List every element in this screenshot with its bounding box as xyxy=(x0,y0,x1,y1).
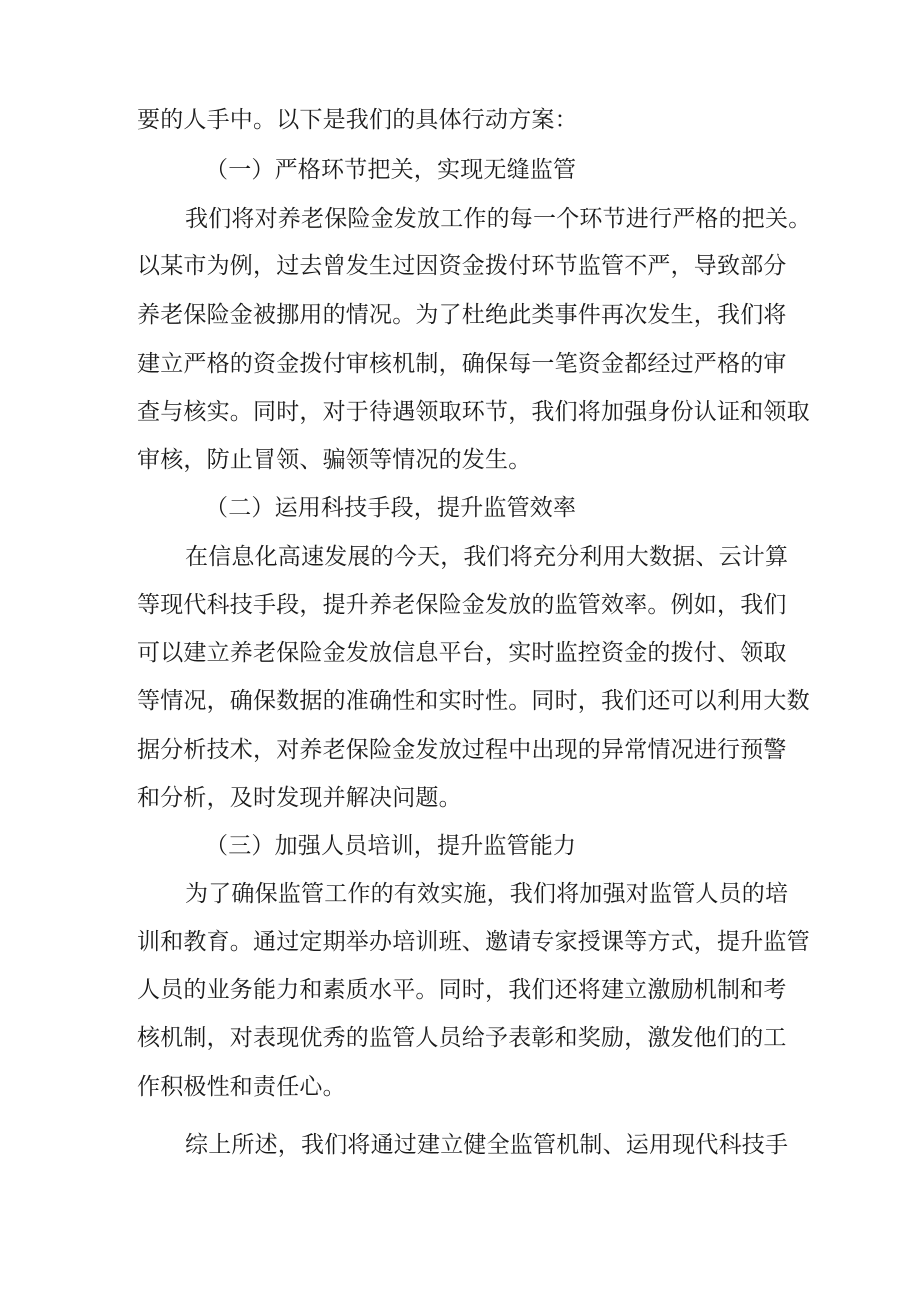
text-line: 作积极性和责任心。 xyxy=(137,1074,346,1100)
text-line: 以某市为例，过去曾发生过因资金拨付环节监管不严，导致部分 xyxy=(137,253,787,279)
text-line: 在信息化高速发展的今天，我们将充分利用大数据、云计算 xyxy=(185,544,789,570)
text-line: 据分析技术，对养老保险金发放过程中出现的异常情况进行预警 xyxy=(137,737,787,763)
text-line: 人员的业务能力和素质水平。同时，我们还将建立激励机制和考 xyxy=(137,977,787,1003)
section-heading: （二）运用科技手段，提升监管效率 xyxy=(205,495,577,521)
text-line: 可以建立养老保险金发放信息平台，实时监控资金的拨付、领取 xyxy=(137,640,787,666)
text-line: 养老保险金被挪用的情况。为了杜绝此类事件再次发生，我们将 xyxy=(137,302,787,328)
text-line: 审核，防止冒领、骗领等情况的发生。 xyxy=(137,447,532,473)
text-line: 等现代科技手段，提升养老保险金发放的监管效率。例如，我们 xyxy=(137,592,787,618)
text-line: 建立严格的资金拨付审核机制，确保每一笔资金都经过严格的审 xyxy=(137,351,787,377)
text-line: 为了确保监管工作的有效实施，我们将加强对监管人员的培 xyxy=(185,881,789,907)
text-line: 综上所述，我们将通过建立健全监管机制、运用现代科技手 xyxy=(185,1132,789,1158)
text-line: 我们将对养老保险金发放工作的每一个环节进行严格的把关。 xyxy=(185,206,812,232)
text-line: 查与核实。同时，对于待遇领取环节，我们将加强身份认证和领取 xyxy=(137,399,810,425)
text-line: 和分析，及时发现并解决问题。 xyxy=(137,785,462,811)
text-line: 等情况，确保数据的准确性和实时性。同时，我们还可以利用大数 xyxy=(137,688,810,714)
text-line: 核机制，对表现优秀的监管人员给予表彰和奖励，激发他们的工 xyxy=(137,1025,787,1051)
text-line: 要的人手中。以下是我们的具体行动方案： xyxy=(137,107,578,133)
section-heading: （三）加强人员培训，提升监管能力 xyxy=(205,833,577,859)
section-heading: （一）严格环节把关，实现无缝监管 xyxy=(205,157,577,183)
text-line: 训和教育。通过定期举办培训班、邀请专家授课等方式，提升监管 xyxy=(137,929,810,955)
